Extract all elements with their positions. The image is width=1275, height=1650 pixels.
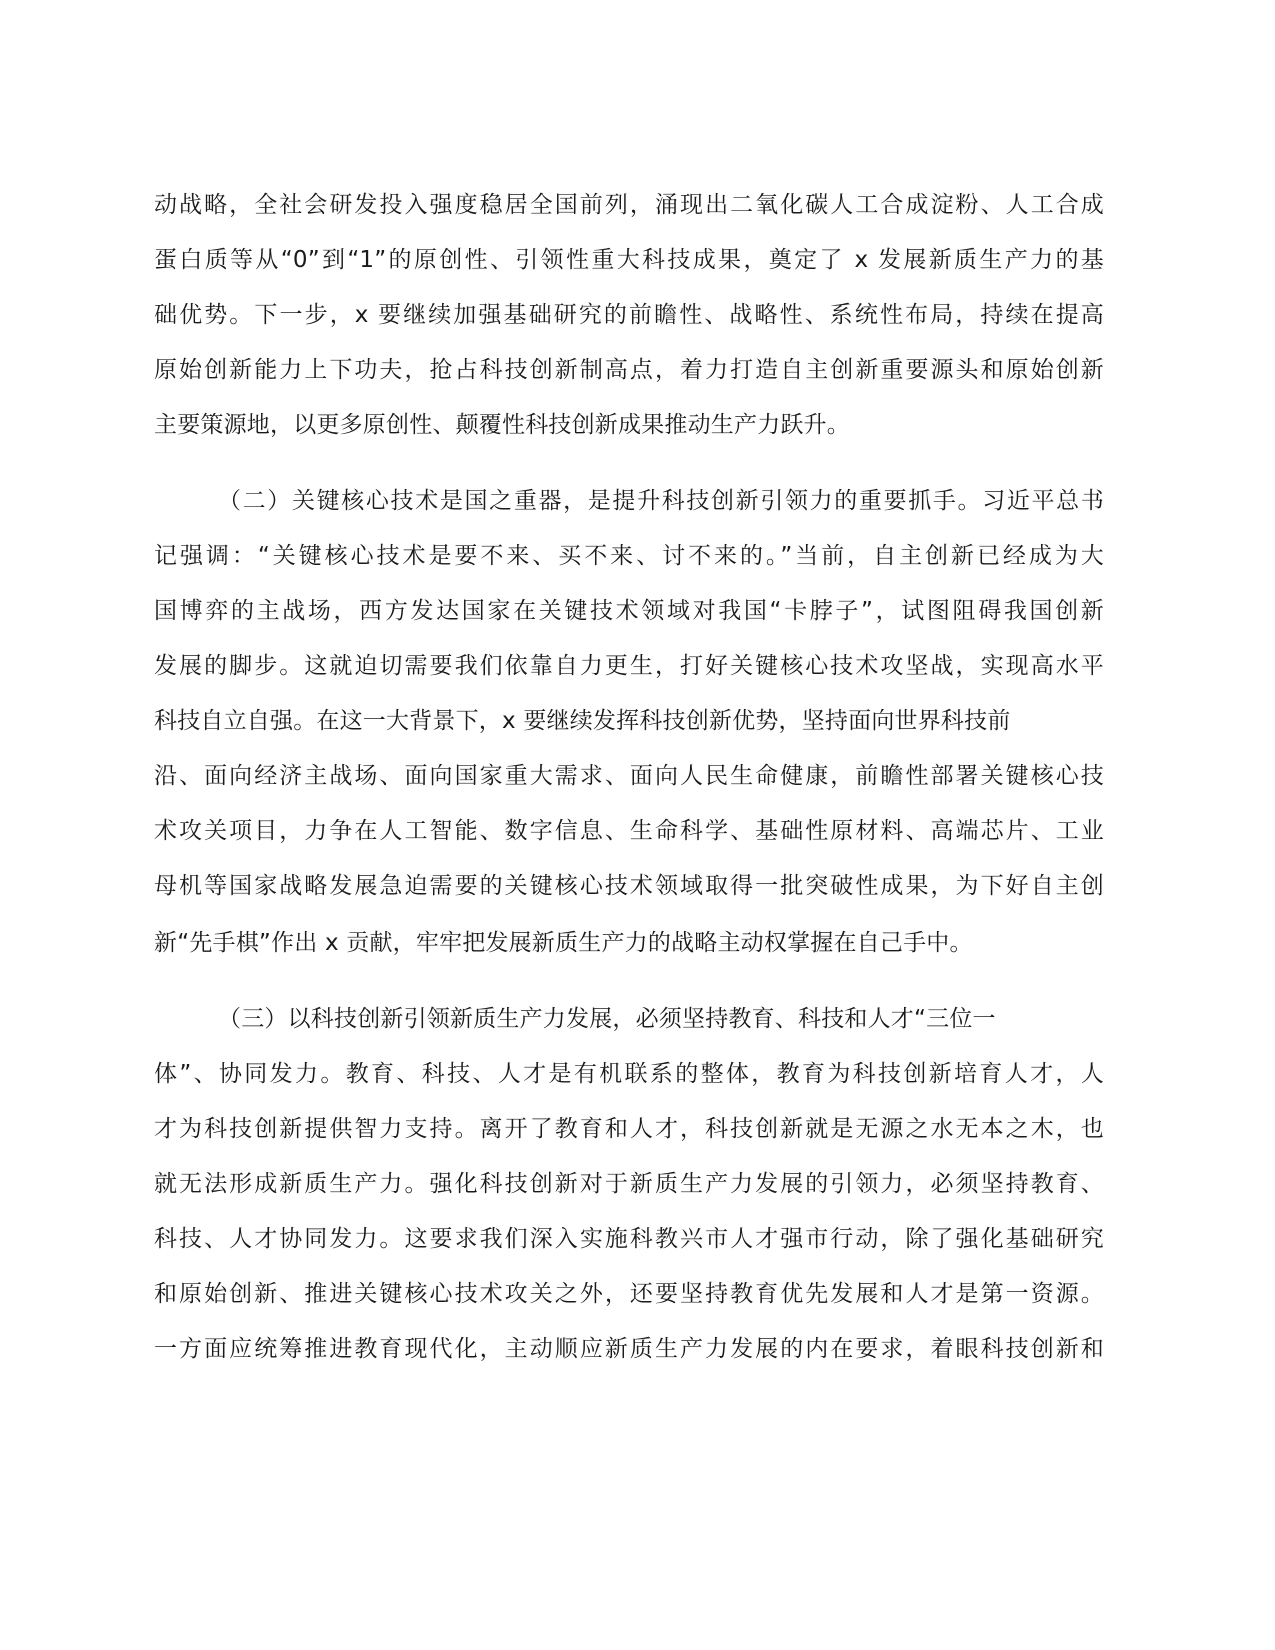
text-line: 国博弈的主战场，西方发达国家在关键技术领域对我国“卡脖子”，试图阻碍我国创新 [154, 598, 1104, 624]
text-line: 和原始创新、推进关键核心技术攻关之外，还要坚持教育优先发展和人才是第一资源。 [154, 1281, 1104, 1307]
text-line: 体”、协同发力。教育、科技、人才是有机联系的整体，教育为科技创新培育人才，人 [154, 1061, 1104, 1087]
text-line: 才为科技创新提供智力支持。离开了教育和人才，科技创新就是无源之水无本之木，也 [154, 1116, 1104, 1142]
text-line: 主要策源地，以更多原创性、颠覆性科技创新成果推动生产力跃升。 [154, 412, 850, 438]
text-line: 础优势。下一步，x 要继续加强基础研究的前瞻性、战略性、系统性布局，持续在提高 [154, 302, 1104, 328]
text-line: 原始创新能力上下功夫，抢占科技创新制高点，着力打造自主创新重要源头和原始创新 [154, 357, 1104, 383]
text-line: 就无法形成新质生产力。强化科技创新对于新质生产力发展的引领力，必须坚持教育、 [154, 1171, 1104, 1197]
text-line: 新“先手棋”作出 x 贡献，牢牢把发展新质生产力的战略主动权掌握在自己手中。 [154, 930, 973, 956]
text-line: 母机等国家战略发展急迫需要的关键核心技术领域取得一批突破性成果，为下好自主创 [154, 873, 1104, 899]
text-line: 发展的脚步。这就迫切需要我们依靠自力更生，打好关键核心技术攻坚战，实现高水平 [154, 653, 1104, 679]
text-line: 一方面应统筹推进教育现代化，主动顺应新质生产力发展的内在要求，着眼科技创新和 [154, 1336, 1104, 1362]
text-line: 科技自立自强。在这一大背景下，x 要继续发挥科技创新优势，坚持面向世界科技前 [154, 708, 1011, 734]
paragraph-heading-3: （三）以科技创新引领新质生产力发展，必须坚持教育、科技和人才“三位一 [218, 1006, 996, 1032]
text-line: 动战略，全社会研发投入强度稳居全国前列，涌现出二氧化碳人工合成淀粉、人工合成 [154, 192, 1104, 218]
text-line: 术攻关项目，力争在人工智能、数字信息、生命科学、基础性原材料、高端芯片、工业 [154, 818, 1104, 844]
text-line: 蛋白质等从“0”到“1”的原创性、引领性重大科技成果，奠定了 x 发展新质生产力的基 [154, 247, 1104, 273]
text-line: 记强调：“关键核心技术是要不来、买不来、讨不来的。”当前，自主创新已经成为大 [154, 543, 1104, 569]
text-line: 科技、人才协同发力。这要求我们深入实施科教兴市人才强市行动，除了强化基础研究 [154, 1226, 1104, 1252]
paragraph-heading-2: （二）关键核心技术是国之重器，是提升科技创新引领力的重要抓手。习近平总书 [218, 488, 1104, 514]
text-line: 沿、面向经济主战场、面向国家重大需求、面向人民生命健康，前瞻性部署关键核心技 [154, 763, 1104, 789]
